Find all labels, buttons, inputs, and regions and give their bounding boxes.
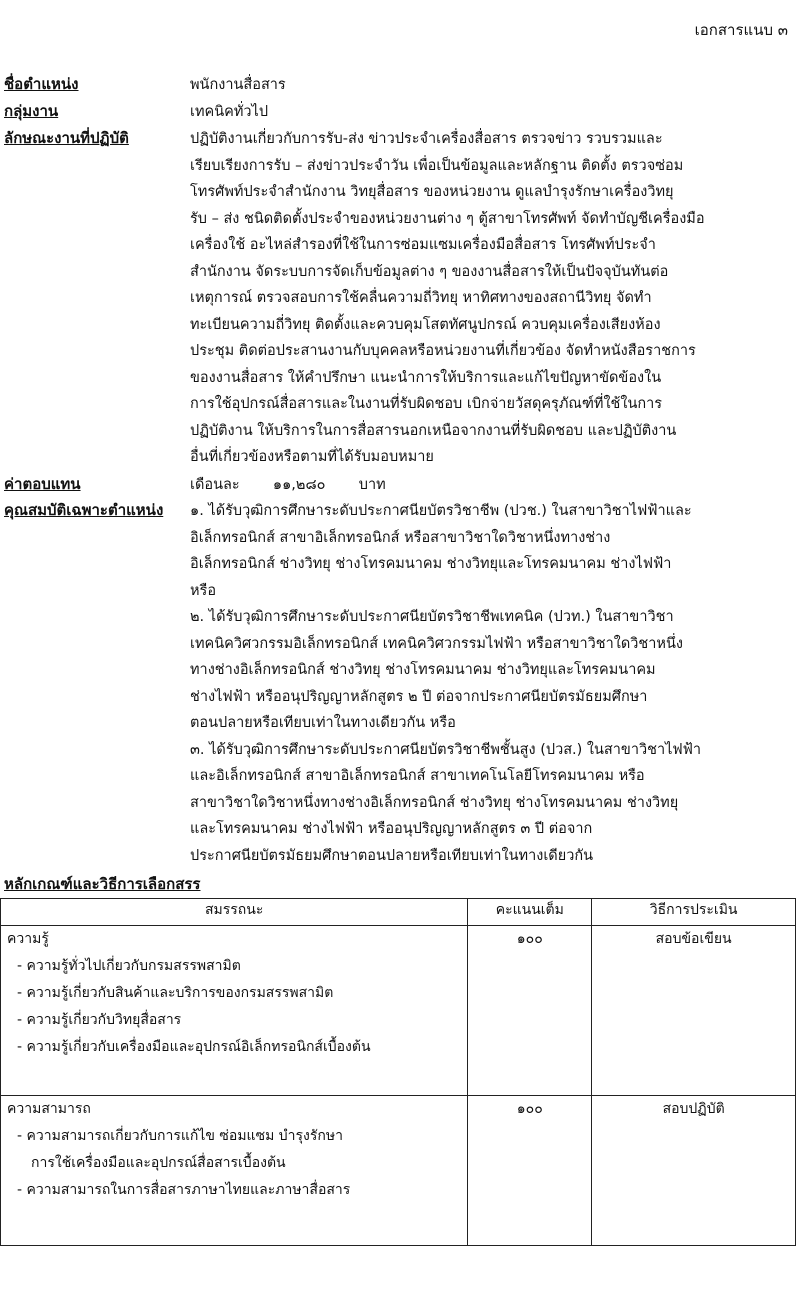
table-row: [1, 926, 796, 1096]
duties-text: [190, 126, 780, 471]
header-competency: สมรรถนะ: [1, 899, 468, 926]
group-value: เทคนิคทั่วไป: [190, 104, 269, 120]
salary-row: [4, 472, 794, 498]
score-cell: ๑๐๐: [468, 926, 592, 1096]
qualifications-row: [4, 498, 794, 870]
duties-row: [4, 126, 794, 471]
duties-label: ลักษณะงานที่ปฏิบัติ: [4, 129, 129, 147]
qualification-line: อิเล็กทรอนิกส์ ช่างวิทยุ ช่างโทรคมนาคม ช่างวิทยุและโทรคมนาคม ช่างไฟฟ้า: [190, 556, 672, 572]
group-label: กลุ่มงาน: [4, 102, 59, 120]
qualification-line: ประกาศนียบัตรมัธยมศึกษาตอนปลายหรือเทียบเท่าในทางเดียวกัน: [190, 847, 594, 864]
competency-group: [7, 1096, 461, 1204]
qualification-line: ตอนปลายหรือเทียบเท่าในทางเดียวกัน หรือ: [190, 715, 456, 731]
competency-item: - ความรู้เกี่ยวกับวิทยุสื่อสาร: [17, 1012, 182, 1028]
duties-line: สำนักงาน จัดระบบการจัดเก็บข้อมูลต่าง ๆ ของงานสื่อสารให้เป็นปัจจุบันทันต่อ: [190, 263, 669, 280]
salary-amount: ๑๑,๒๘๐: [272, 477, 326, 493]
duties-line: เครื่องใช้ อะไหล่สำรองที่ใช้ในการซ่อมแซมเครื่องมือสื่อสาร โทรศัพท์ประจำ: [190, 237, 656, 253]
qualification-line: หรือ: [190, 582, 217, 599]
duties-line: ทะเบียนความถี่วิทยุ ติดตั้งและควบคุมโสตทัศนูปกรณ์ ควบคุมเครื่องเสียงห้อง: [190, 316, 661, 333]
competency-cell: [1, 1096, 468, 1246]
qualification-line: สาขาวิชาใดวิชาหนึ่งทางช่างอิเล็กทรอนิกส์ ช่างวิทยุ ช่างโทรคมนาคม ช่างวิทยุ: [190, 794, 679, 811]
table-header-row: [1, 899, 796, 926]
qualification-item: [190, 737, 780, 870]
competency-item: การใช้เครื่องมือและอุปกรณ์สื่อสารเบื้องต้น: [31, 1155, 286, 1171]
qualifications-label: คุณสมบัติเฉพาะตำแหน่ง: [4, 501, 164, 519]
qualification-line: ช่างไฟฟ้า หรืออนุปริญญาหลักสูตร ๒ ปี ต่อจากประกาศนียบัตรมัธยมศึกษา: [190, 688, 648, 705]
header-method: วิธีการประเมิน: [592, 899, 796, 926]
duties-line: การใช้อุปกรณ์สื่อสารและในงานที่รับผิดชอบ เบิกจ่ายวัสดุครุภัณฑ์ที่ใช้ในการ: [190, 396, 663, 412]
duties-line: ประชุม ติดต่อประสานงานกับบุคคลหรือหน่วยงานที่เกี่ยวข้อง จัดทำหนังสือราชการ: [190, 343, 696, 359]
header-full-score: คะแนนเต็ม: [468, 899, 592, 926]
position-row: [4, 72, 794, 98]
qualifications-list: [190, 498, 780, 869]
qualification-line: เทคนิควิศวกรรมอิเล็กทรอนิกส์ เทคนิควิศวกรรมไฟฟ้า หรือสาขาวิชาใดวิชาหนึ่ง: [190, 635, 683, 652]
competency-cell: [1, 926, 468, 1096]
selection-title: หลักเกณฑ์และวิธีการเลือกสรร: [4, 875, 201, 893]
competency-item: - ความรู้ทั่วไปเกี่ยวกับกรมสรรพสามิต: [17, 958, 241, 974]
competency-item: - ความสามารถในการสื่อสารภาษาไทยและภาษาสื่อสาร: [17, 1182, 351, 1198]
table-row: [1, 1096, 796, 1246]
duties-line: รับ – ส่ง ชนิดติดตั้งประจำของหน่วยงานต่าง ๆ ตู้สาขาโทรศัพท์ จัดทำบัญชีเครื่องมือ: [190, 210, 705, 227]
duties-line: ของงานสื่อสาร ให้คำปรึกษา แนะนำการให้บริการและแก้ไขปัญหาขัดข้องใน: [190, 369, 662, 386]
qualification-line: ๑. ได้รับวุฒิการศึกษาระดับประกาศนียบัตรวิชาชีพ (ปวช.) ในสาขาวิชาไฟฟ้าและ: [190, 503, 692, 519]
competency-item: - ความรู้เกี่ยวกับสินค้าและบริการของกรมสรรพสามิต: [17, 985, 334, 1001]
competency-name: ความสามารถ: [7, 1101, 91, 1117]
salary-unit: บาท: [358, 477, 386, 493]
qualification-line: ๓. ได้รับวุฒิการศึกษาระดับประกาศนียบัตรวิชาชีพชั้นสูง (ปวส.) ในสาขาวิชาไฟฟ้า: [190, 741, 702, 758]
duties-line: โทรศัพท์ประจำสำนักงาน วิทยุสื่อสาร ของหน่วยงาน ดูแลบำรุงรักษาเครื่องวิทยุ: [190, 184, 674, 200]
method-cell: สอบปฏิบัติ: [592, 1096, 796, 1246]
score-cell: ๑๐๐: [468, 1096, 592, 1246]
position-label: ชื่อตำแหน่ง: [4, 75, 79, 93]
qualification-line: และโทรคมนาคม ช่างไฟฟ้า หรืออนุปริญญาหลักสูตร ๓ ปี ต่อจาก: [190, 821, 593, 837]
competency-group: [7, 926, 461, 1061]
attachment-label: เอกสารแนบ ๓: [694, 21, 788, 39]
qualification-item: [190, 604, 780, 737]
qualification-line: และอิเล็กทรอนิกส์ สาขาอิเล็กทรอนิกส์ สาขาเทคโนโลยีโทรคมนาคม หรือ: [190, 768, 645, 784]
group-row: [4, 99, 794, 125]
competency-item: - ความสามารถเกี่ยวกับการแก้ไข ซ่อมแซม บำรุงรักษา: [17, 1128, 343, 1144]
competency-name: ความรู้: [7, 931, 49, 947]
qualification-line: ๒. ได้รับวุฒิการศึกษาระดับประกาศนียบัตรวิชาชีพเทคนิค (ปวท.) ในสาขาวิชา: [190, 609, 674, 625]
salary-prefix: เดือนละ: [190, 477, 240, 493]
duties-line: เรียบเรียงการรับ – ส่งข่าวประจำวัน เพื่อเป็นข้อมูลและหลักฐาน ติดตั้ง ตรวจซ่อม: [190, 157, 684, 174]
duties-line: ปฏิบัติงาน ให้บริการในการสื่อสารนอกเหนือจากงานที่รับผิดชอบ และปฏิบัติงาน: [190, 422, 677, 439]
competency-item: - ความรู้เกี่ยวกับเครื่องมือและอุปกรณ์อิเล็กทรอนิกส์เบื้องต้น: [17, 1039, 371, 1055]
qualification-line: อิเล็กทรอนิกส์ สาขาอิเล็กทรอนิกส์ หรือสาขาวิชาใดวิชาหนึ่งทางช่าง: [190, 529, 611, 546]
salary-value: [190, 472, 780, 499]
duties-line: ปฏิบัติงานเกี่ยวกับการรับ-ส่ง ข่าวประจำเครื่องสื่อสาร ตรวจข่าว รวบรวมและ: [190, 131, 663, 147]
duties-line: อื่นที่เกี่ยวข้องหรือตามที่ได้รับมอบหมาย: [190, 449, 434, 465]
qualification-item: [190, 498, 780, 604]
salary-label: ค่าตอบแทน: [4, 475, 81, 493]
position-value: พนักงานสื่อสาร: [190, 77, 286, 93]
selection-table: [0, 898, 796, 1246]
method-cell: สอบข้อเขียน: [592, 926, 796, 1096]
duties-line: เหตุการณ์ ตรวจสอบการใช้คลื่นความถี่วิทยุ หาทิศทางของสถานีวิทยุ จัดทำ: [190, 290, 652, 306]
qualification-line: ทางช่างอิเล็กทรอนิกส์ ช่างวิทยุ ช่างโทรคมนาคม ช่างวิทยุและโทรคมนาคม: [190, 662, 656, 678]
